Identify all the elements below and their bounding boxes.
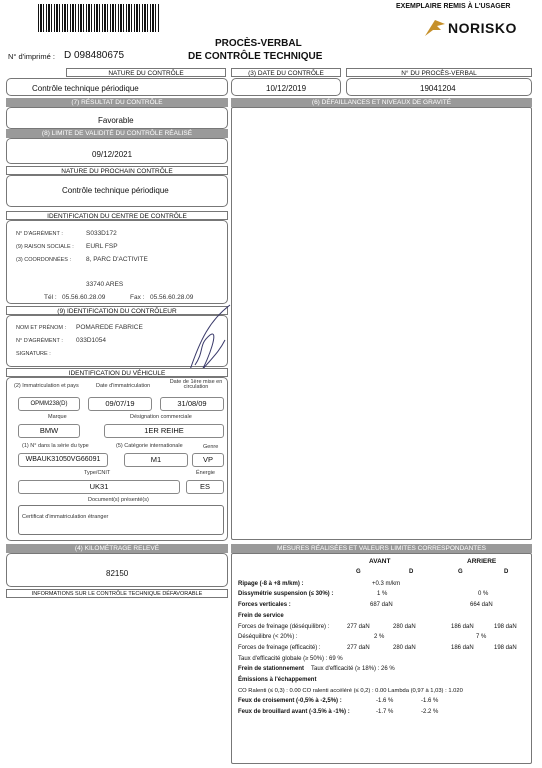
serie-value: WBAUK31050VG66091 (18, 453, 108, 467)
documents-box (18, 505, 224, 535)
defaillances-box (231, 107, 532, 540)
limite-header: (8) LIMITE DE VALIDITÉ DU CONTRÔLE RÉALISÉ (6, 129, 228, 138)
controleur-nom-label: NOM ET PRÉNOM : (16, 325, 67, 331)
avant-d-label: D (409, 569, 414, 575)
date-circ-label: Date de 1ère mise en circulation (169, 379, 223, 390)
energie-label: Énergie (196, 470, 215, 476)
ff-des-3: 198 daN (494, 624, 517, 630)
ff-des-0: 277 daN (347, 624, 370, 630)
imprime-value: D 098480675 (64, 50, 125, 61)
dissym-ar: 0 % (478, 591, 489, 597)
croisement-d: -1.6 % (421, 698, 439, 704)
desequilibre-label: Déséquilibre (< 20%) : (238, 634, 298, 640)
centre-tel: 05.56.60.28.09 (62, 294, 106, 301)
deseq-ar: 7 % (476, 634, 487, 640)
type-value: UK31 (18, 480, 180, 494)
avant-g-label: G (356, 569, 361, 575)
energie-value: ES (186, 480, 224, 494)
prochain-value: Contrôle technique périodique (62, 186, 169, 195)
arriere-d-label: D (504, 569, 509, 575)
kilometrage-value: 82150 (106, 569, 129, 578)
barcode (38, 4, 160, 32)
emissions-label: Émissions à l'échappement (238, 677, 317, 683)
norisko-bird-icon (423, 18, 447, 38)
marque-label: Marque (48, 414, 67, 420)
resultat-value: Favorable (98, 116, 134, 125)
genre-value: VP (192, 453, 224, 467)
date-immat-label: Date d'immatriculation (96, 383, 151, 389)
stationnement-label: Frein de stationnement (238, 666, 305, 672)
title-line1: PROCÈS-VERBAL (215, 38, 302, 49)
centre-header: IDENTIFICATION DU CENTRE DE CONTRÔLE (6, 211, 228, 220)
centre-raison: EURL FSP (86, 243, 118, 250)
pv-value: 19041204 (420, 84, 456, 93)
date-circ-value: 31/08/09 (160, 397, 224, 411)
controleur-agrement-label: N° D'AGRÉMENT : (16, 338, 63, 344)
mesures-header: MESURES RÉALISÉES ET VALEURS LIMITES CORRESPONDANTES (231, 544, 532, 553)
resultat-header: (7) RÉSULTAT DU CONTRÔLE (6, 98, 228, 107)
dissym-av: 1 % (377, 591, 388, 597)
ripage-value: +0.3 m/km (372, 581, 401, 587)
taux-global: Taux d'efficacité globale (≥ 50%) : 69 % (238, 656, 343, 662)
ff-eff-2: 186 daN (451, 645, 474, 651)
nature-value: Contrôle technique périodique (32, 84, 139, 93)
documents-label: Document(s) présenté(s) (88, 497, 149, 503)
arriere-g-label: G (458, 569, 463, 575)
nature-header: NATURE DU CONTRÔLE (66, 68, 226, 77)
ff-des-1: 280 daN (393, 624, 416, 630)
avant-label: AVANT (369, 558, 391, 565)
designation-label: Désignation commerciale (130, 414, 192, 420)
infos-header: INFORMATIONS SUR LE CONTRÔLE TECHNIQUE DÉFAVORABLE (6, 589, 228, 598)
kilometrage-header: (4) KILOMÉTRAGE RELEVÉ (6, 544, 228, 553)
ff-des-label: Forces de freinage (déséquilibre) : (238, 624, 330, 630)
centre-agrement: S033D172 (86, 230, 117, 237)
brand-logo-text: NORISKO (448, 20, 517, 36)
limite-value: 09/12/2021 (92, 150, 133, 159)
prochain-header: NATURE DU PROCHAIN CONTRÔLE (6, 166, 228, 175)
centre-coord1: 8, PARC D'ACTIVITE (86, 256, 148, 263)
dissym-label: Dissymétrie suspension (≤ 30%) : (238, 591, 334, 597)
imprime-label: N° d'imprimé : (8, 52, 55, 61)
fv-ar: 664 daN (470, 602, 493, 608)
centre-raison-label: (9) RAISON SOCIALE : (16, 244, 74, 250)
controleur-header: (9) IDENTIFICATION DU CONTRÔLEUR (6, 306, 228, 315)
serie-label: (1) N° dans la série du type (22, 443, 89, 449)
controleur-signature-label: SIGNATURE : (16, 351, 51, 357)
ff-eff-0: 277 daN (347, 645, 370, 651)
croisement-g: -1.6 % (376, 698, 394, 704)
frein-label: Frein de service (238, 613, 284, 619)
controleur-agrement: 033D1054 (76, 337, 106, 344)
documents-value: Certificat d'immatriculation étranger (22, 514, 109, 520)
centre-fax-label: Fax : (130, 294, 145, 301)
centre-coord-label: (3) COORDONNÉES : (16, 257, 72, 263)
genre-label: Genre (203, 444, 219, 450)
vehicule-header: IDENTIFICATION DU VÉHICULE (6, 368, 228, 377)
categorie-label: (5) Catégorie internationale (116, 443, 183, 449)
date-immat-value: 09/07/19 (88, 397, 152, 411)
immat-value: OPMM238(D) (18, 397, 80, 411)
ff-eff-label: Forces de freinage (efficacité) : (238, 645, 321, 651)
arriere-label: ARRIERE (467, 558, 497, 565)
ff-eff-3: 198 daN (494, 645, 517, 651)
brouillard-d: -2.2 % (421, 709, 439, 715)
centre-tel-label: Tél : (44, 294, 57, 301)
categorie-value: M1 (124, 453, 188, 467)
exemplaire-label: EXEMPLAIRE REMIS À L'USAGER (396, 3, 511, 10)
brouillard-label: Feux de brouillard avant (-3.5% à -1%) : (238, 709, 350, 715)
controleur-nom: POMAREDE FABRICE (76, 324, 143, 331)
date-value: 10/12/2019 (266, 84, 307, 93)
fv-av: 687 daN (370, 602, 393, 608)
type-label: Type/CNIT (84, 470, 111, 476)
title-line2: DE CONTRÔLE TECHNIQUE (188, 51, 323, 62)
ripage-label: Ripage (-8 à +8 m/km) : (238, 581, 304, 587)
ff-eff-1: 280 daN (393, 645, 416, 651)
date-header: (3) DATE DU CONTRÔLE (231, 68, 341, 77)
marque-value: BMW (18, 424, 80, 438)
ff-des-2: 186 daN (451, 624, 474, 630)
centre-agrement-label: N° D'AGRÉMENT : (16, 231, 63, 237)
co-line: CO Ralenti (≤ 0,3) : 0.00 CO ralenti accéléré (≤ 0,2) : 0.00 Lambda (0,97 à 1,03) : 1.020 (238, 688, 463, 694)
defaillances-header: (6) DÉFAILLANCES ET NIVEAUX DE GRAVITÉ (231, 98, 532, 107)
immat-label: (2) Immatriculation et pays (14, 383, 79, 389)
taux-stat: Taux d'efficacité (≥ 18%) : 26 % (311, 666, 395, 672)
designation-value: 1ER REIHE (104, 424, 224, 438)
centre-fax: 05.56.60.28.09 (150, 294, 194, 301)
centre-coord2: 33740 ARES (86, 281, 124, 288)
croisement-label: Feux de croisement (-0,5% à -2,5%) : (238, 698, 342, 704)
deseq-av: 2 % (374, 634, 385, 640)
forces-vert-label: Forces verticales : (238, 602, 291, 608)
pv-header: N° DU PROCÈS-VERBAL (346, 68, 532, 77)
brouillard-g: -1.7 % (376, 709, 394, 715)
